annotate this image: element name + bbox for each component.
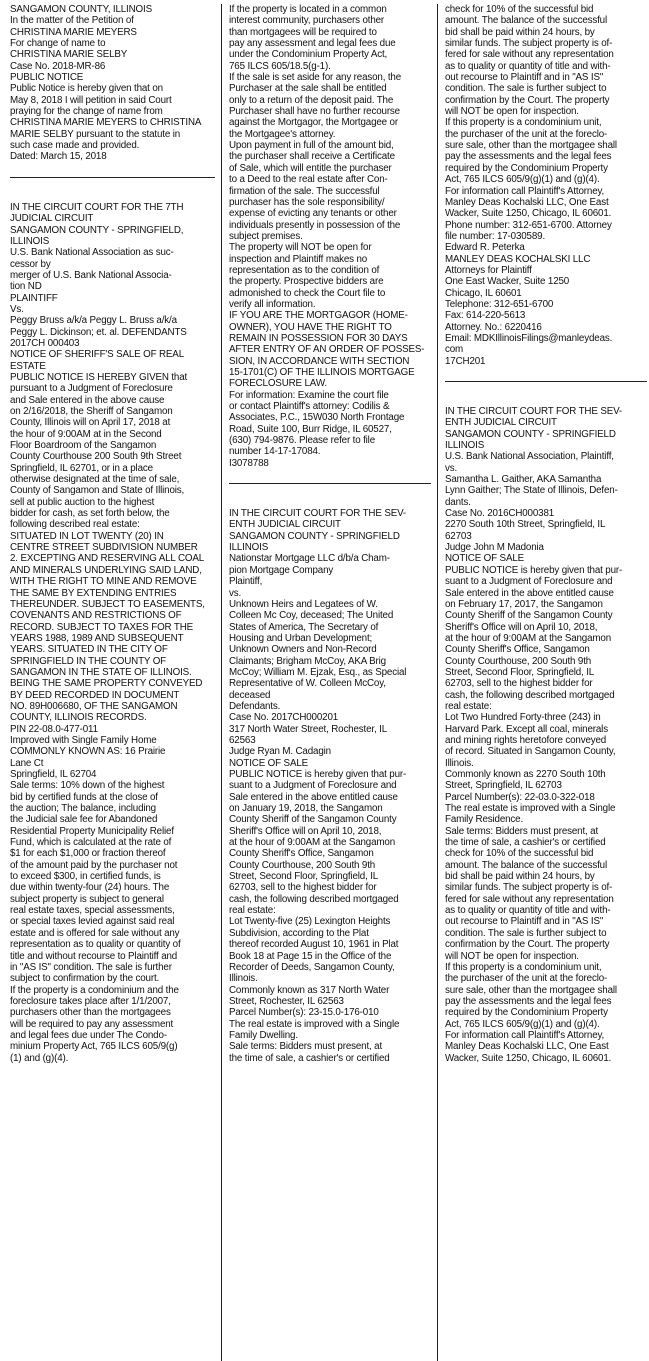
notice-line: BEING THE SAME PROPERTY CONVEYED <box>10 678 203 690</box>
notice-line: (630) 794-9876. Please refer to file <box>229 435 375 447</box>
notice-line: U.S. Bank National Association, Plaintiff, <box>445 451 614 463</box>
notice-line: individuals presently in possession of the <box>229 219 401 231</box>
notice-line: admonished to check the Court file to <box>229 287 386 299</box>
notice-line: subject premises. <box>229 230 303 242</box>
notice-line: pursuant to a Judgment of Foreclosure <box>10 383 173 395</box>
notice-line: sure sale, other than the mortgagee shall <box>445 140 617 152</box>
notice-line: 62703, sell to the highest bidder for <box>445 678 593 690</box>
notice-line: cessor by <box>10 258 51 270</box>
notice-line: expense of evicting any tenants or other <box>229 208 397 220</box>
notice-line: the purchaser of the unit at the foreclo- <box>445 128 608 140</box>
notice-line: CHRISTINA MARIE MEYERS to CHRISTINA <box>10 117 202 129</box>
notice-line: merger of U.S. Bank National Associa- <box>10 269 172 281</box>
notice-line: Purchaser at the sale shall be entitled <box>229 83 387 95</box>
notice-line: PUBLIC NOTICE IS HEREBY GIVEN that <box>10 371 188 383</box>
notice-line: SANGAMON COUNTY, ILLINOIS <box>10 4 152 15</box>
notice-line: NOTICE OF SHERIFF'S SALE OF REAL <box>10 349 184 361</box>
notice-line: purchasers other than the mortgagees <box>10 1007 171 1019</box>
notice-line: One East Wacker, Suite 1250 <box>445 276 570 288</box>
notice-line: The real estate is improved with a Single <box>229 1018 400 1030</box>
notice-line: Email: MDKIllinoisFilings@manleydeas. <box>445 332 613 344</box>
notice-line: If this property is a condominium unit, <box>445 961 602 973</box>
notice-line: due within twenty-four (24) hours. The <box>10 882 170 894</box>
notice-line: pay the assessments and the legal fees <box>445 995 612 1007</box>
notice-line: Road, Suite 100, Burr Ridge, IL 60527, <box>229 423 392 435</box>
notice-line: cash, the following described mortgaged <box>445 689 615 701</box>
notice-line: will NOT be open for inspection. <box>445 106 579 118</box>
notice-line: County Sheriff's Office, Sangamon <box>445 644 590 656</box>
notice-line: foreclosure takes place after 1/1/2007, <box>10 995 171 1007</box>
notice-line: COMMONLY KNOWN AS: 16 Prairie <box>10 746 166 758</box>
notice-line: If this property is a condominium unit, <box>445 117 602 129</box>
notice-line: such case made and provided. <box>10 140 140 152</box>
notice-line: Purchaser shall have no further recourse <box>229 106 400 118</box>
notice-line: to exceed $300, in certified funds, is <box>10 871 161 883</box>
notice-line: May 8, 2018 I will petition in said Court <box>10 94 172 106</box>
notice-line: Street, Springfield, IL 62703 <box>445 780 562 792</box>
notice-line: County of Sangamon and State of Illinois, <box>10 485 185 497</box>
notice-line: 2017CH 000403 <box>10 337 80 349</box>
notice-line: Lot Twenty-five (25) Lexington Heights <box>229 916 391 928</box>
notice-line: fered for sale without any representation <box>445 893 614 905</box>
notice-line: IN THE CIRCUIT COURT FOR THE SEV- <box>445 406 623 417</box>
notice-line: praying for the change of name from <box>10 106 163 118</box>
notice-line: vs. <box>445 462 458 474</box>
notice-line: the property. Prospective bidders are <box>229 276 384 288</box>
notice-line: on January 19, 2018, the Sangamon <box>229 803 383 815</box>
notice-line: Chicago, IL 60601 <box>445 287 522 299</box>
notice-line: or special taxes levied against said real <box>10 916 175 928</box>
notice-line: Street, Second Floor, Springfield, IL <box>229 871 379 883</box>
notice-line: Springfield, IL 62704 <box>10 769 97 780</box>
notice-line: as to quality or quantity of title and with- <box>445 60 611 72</box>
notice-line: deceased <box>229 689 271 701</box>
notice-line: number 14-17-17084. <box>229 446 321 458</box>
column-2 <box>221 4 434 1361</box>
notice-line: 2. EXCEPTING AND RESERVING ALL COAL <box>10 553 205 565</box>
notice-line: Wacker, Suite 1250, Chicago, IL 60601. <box>445 1052 612 1064</box>
notice-line: representation as to the condition of <box>229 264 380 276</box>
notice-line: NO. 89H006680, OF THE SANGAMON <box>10 700 178 712</box>
notice-line: otherwise designated at the time of sale, <box>10 474 180 486</box>
notice-line: OWNER), YOU HAVE THE RIGHT TO <box>229 321 392 333</box>
notice-line: Upon payment in full of the amount bid, <box>229 140 394 152</box>
notice-line: Commonly known as 317 North Water <box>229 984 390 996</box>
notice-line: YEARS 1988, 1989 AND SUBSEQUENT <box>10 632 184 644</box>
legal-notice <box>229 508 431 1064</box>
notice-line: U.S. Bank National Association as suc- <box>10 247 174 259</box>
notice-divider <box>229 483 431 484</box>
notice-line: bid shall be paid within 24 hours, by <box>445 871 595 883</box>
notice-line: For information: Examine the court file <box>229 389 389 401</box>
notice-line: Act, 765 ILCS 605/9(g)(1) and (g)(4). <box>445 1018 600 1030</box>
notice-line: vs. <box>229 587 242 599</box>
notice-line: (1) and (g)(4). <box>10 1052 69 1064</box>
notice-line: THEREUNDER. SUBJECT TO EASEMENTS, <box>10 598 205 610</box>
notice-line: CHRISTINA MARIE MEYERS <box>10 26 137 38</box>
notice-line: IN THE CIRCUIT COURT FOR THE 7TH <box>10 201 184 213</box>
column-3 <box>437 4 649 1361</box>
notice-line: PIN 22-08.0-477-011 <box>10 723 98 735</box>
notice-line: Vs. <box>10 303 24 315</box>
notice-line: In the matter of the Petition of <box>10 15 134 27</box>
notice-line: County Courthouse, 200 South 9th <box>229 859 376 871</box>
notice-line: For information call Plaintiff's Attorney, <box>445 1029 605 1041</box>
notice-line: bidder for cash, as set forth below, the <box>10 508 170 520</box>
notice-line: SANGAMON COUNTY - SPRINGFIELD, <box>10 224 184 236</box>
notice-line: Unknown Owners and Non-Record <box>229 644 377 656</box>
notice-line: Book 18 at Page 15 in the Office of the <box>229 950 392 962</box>
legal-notice <box>10 4 215 163</box>
notice-line: ENTH JUDICIAL CIRCUIT <box>445 417 557 429</box>
notice-line: ESTATE <box>10 360 46 372</box>
notice-line: firmation of the sale. The successful <box>229 185 380 197</box>
notice-line: County Sheriff of the Sangamon County <box>445 610 613 622</box>
notice-line: Lane Ct <box>10 757 44 769</box>
notice-line: will NOT be open for inspection. <box>445 950 579 962</box>
column-1 <box>7 4 218 1361</box>
notice-line: Sheriff's Office will on April 10, 2018, <box>229 825 382 837</box>
notice-line: title and without recourse to Plaintiff and <box>10 950 178 962</box>
notice-line: to a Deed to the real estate after Con- <box>229 174 388 186</box>
notice-line: Floor Boardroom of the Sangamon <box>10 440 157 452</box>
notice-line: sell at public auction to the highest <box>10 496 155 508</box>
notice-line: Harvard Park. Except all coal, minerals <box>445 723 608 735</box>
notice-line: Associates, P.C., 15W030 North Frontage <box>229 412 405 424</box>
notice-line: of record. Situated in Sangamon County, <box>445 746 616 758</box>
notice-line: 17CH201 <box>445 355 486 367</box>
notice-line: amount. The balance of the successful <box>445 15 608 27</box>
notice-line: ILLINOIS <box>10 235 50 247</box>
notice-line: COUNTY, ILLINOIS RECORDS. <box>10 712 147 724</box>
notice-line: only to a return of the deposit paid. The <box>229 94 394 106</box>
notice-line: Public Notice is hereby given that on <box>10 83 163 95</box>
notice-line: at the hour of 9:00AM at the Sangamon <box>229 837 396 849</box>
notice-line: THE SAME BY EXTENDING ENTRIES <box>10 587 177 599</box>
notice-line: PLAINTIFF <box>10 292 58 304</box>
notice-line: ILLINOIS <box>229 542 269 554</box>
notice-line: For change of name to <box>10 38 106 50</box>
notice-line: PUBLIC NOTICE is hereby given that pur- <box>229 769 407 780</box>
notice-line: condition. The sale is further subject to <box>445 83 607 95</box>
notice-line: confirmation by the Court. The property <box>445 94 610 106</box>
notice-line: Case No. 2018-MR-86 <box>10 60 106 72</box>
notice-line: Sale entered in the above entitled cause <box>445 587 614 599</box>
notice-line: Lot Two Hundred Forty-three (243) in <box>445 712 601 724</box>
notice-line: in "AS IS" condition. The sale is further <box>10 961 172 973</box>
notice-line: Sale terms: Bidders must present, at <box>229 1041 383 1053</box>
notice-line: Street, Second Floor, Springfield, IL <box>445 666 595 678</box>
notice-line: Manley Deas Kochalski LLC, One East <box>445 196 609 208</box>
legal-notice <box>445 4 647 367</box>
notice-line: Residential Property Municipality Relief <box>10 825 174 837</box>
notice-line: check for 10% of the successful bid <box>445 4 594 15</box>
notice-line: of the amount paid by the purchaser not <box>10 859 178 871</box>
notice-line: Attorney. No.: 6220416 <box>445 321 542 333</box>
notice-line: tion ND <box>10 281 42 293</box>
notice-line: County Courthouse 200 South 9th Street <box>10 451 182 463</box>
notice-line: Commonly known as 2270 South 10th <box>445 769 606 780</box>
notice-line: required by the Condominium Property <box>445 1007 608 1019</box>
notice-line: minium Property Act, 765 ILCS 605/9(g) <box>10 1041 178 1053</box>
notice-line: estate and is offered for sale without any <box>10 927 180 939</box>
notice-line: purchaser has the sole responsibility/ <box>229 196 385 208</box>
notice-line: required by the Condominium Property <box>445 162 608 174</box>
notice-line: amount. The balance of the successful <box>445 859 608 871</box>
notice-line: of Sale, which will entitle the purchaser <box>229 162 392 174</box>
notice-line: under the Condominium Property Act, <box>229 49 388 61</box>
notice-line: 62563 <box>229 734 256 746</box>
legal-notice <box>445 406 647 1064</box>
notice-line: PUBLIC NOTICE <box>10 72 84 84</box>
notice-line: Colleen Mc Coy, deceased; The United <box>229 610 394 622</box>
notice-line: Edward R. Peterka <box>445 242 525 254</box>
notice-line: suant to a Judgment of Foreclosure and <box>229 780 397 792</box>
notice-line: Sheriff's Office will on April 10, 2018, <box>445 621 598 633</box>
notice-line: the auction; The balance, including <box>10 803 156 815</box>
notice-line: Telephone: 312-651-6700 <box>445 298 554 310</box>
notice-line: Recorder of Deeds, Sangamon County, <box>229 961 395 973</box>
notice-line: AND MINERALS UNDERLYING SAID LAND, <box>10 564 202 576</box>
notice-line: similar funds. The subject property is of- <box>445 38 613 50</box>
notice-line: County Sheriff of the Sangamon County <box>229 814 397 826</box>
notice-line: subject property is subject to general <box>10 893 164 905</box>
notice-line: out recourse to Plaintiff and in "AS IS" <box>445 72 604 84</box>
notice-line: Street, Rochester, IL 62563 <box>229 995 344 1007</box>
notice-line: ENTH JUDICIAL CIRCUIT <box>229 519 341 531</box>
notice-line: YEARS. SITUATED IN THE CITY OF <box>10 644 168 656</box>
notice-line: Representative of W. Colleen McCoy, <box>229 678 386 690</box>
notice-line: County Sheriff's Office, Sangamon <box>229 848 374 860</box>
notice-line: If the sale is set aside for any reason, the <box>229 72 402 84</box>
notice-line: real estate: <box>229 905 276 917</box>
legal-notice <box>10 202 215 1064</box>
notice-line: NOTICE OF SALE <box>445 553 525 565</box>
notice-line: I3078788 <box>229 457 269 469</box>
notice-line: $1 for each $1,000 or fraction thereof <box>10 848 166 860</box>
notice-line: JUDICIAL CIRCUIT <box>10 213 94 225</box>
notice-line: Phone number: 312-651-6700. Attorney <box>445 219 612 231</box>
notice-line: suant to a Judgment of Foreclosure and <box>445 576 613 588</box>
notice-line: pion Mortgage Company <box>229 564 334 576</box>
notice-line: the time of sale, a cashier's or certified <box>229 1052 390 1064</box>
notice-line: RECORD. SUBJECT TO TAXES FOR THE <box>10 621 194 633</box>
notice-line: Wacker, Suite 1250, Chicago, IL 60601. <box>445 208 612 220</box>
notice-line: Subdivision, according to the Plat <box>229 927 369 939</box>
notice-line: Manley Deas Kochalski LLC, One East <box>445 1041 609 1053</box>
notice-line: For information call Plaintiff's Attorney, <box>445 185 605 197</box>
notice-line: condition. The sale is further subject to <box>445 927 607 939</box>
notice-line: and Sale entered in the above cause <box>10 394 165 406</box>
notice-line: Improved with Single Family Home <box>10 734 157 746</box>
notice-line: than mortgagees will be required to <box>229 26 377 38</box>
notice-line: Family Dwelling. <box>229 1029 298 1041</box>
notice-line: SANGAMON COUNTY - SPRINGFIELD <box>229 530 400 542</box>
notice-line: the Mortgagee's attorney. <box>229 128 336 140</box>
notice-line: Act, 765 ILCS 605/9(g)(1) and (g)(4). <box>445 174 600 186</box>
notice-line: Fund, which is calculated at the rate of <box>10 837 172 849</box>
notice-line: as to quality or quantity of title and with- <box>445 905 611 917</box>
notice-line: Judge Ryan M. Cadagin <box>229 746 331 758</box>
notice-line: PUBLIC NOTICE is hereby given that pur- <box>445 564 623 576</box>
notice-divider <box>445 381 647 382</box>
notice-line: Housing and Urban Development; <box>229 632 373 644</box>
notice-line: SANGAMON COUNTY - SPRINGFIELD <box>445 428 616 440</box>
notice-line: will be required to pay any assessment <box>10 1018 174 1030</box>
notice-line: bid shall be paid within 24 hours, by <box>445 26 595 38</box>
notice-line: the purchaser of the unit at the foreclo- <box>445 973 608 985</box>
notice-line: Parcel Number(s): 22-03.0-322-018 <box>445 791 595 803</box>
notice-line: States of America, The Secretary of <box>229 621 379 633</box>
notice-line: cash, the following described mortgaged <box>229 893 399 905</box>
notice-line: CENTRE STREET SUBDIVISION NUMBER <box>10 542 198 554</box>
notice-line: confirmation by the Court. The property <box>445 939 610 951</box>
notice-line: SPRINGFIELD IN THE COUNTY OF <box>10 655 167 667</box>
notice-line: Nationstar Mortgage LLC d/b/a Cham- <box>229 553 390 565</box>
notice-line: subject to confirmation by the court. <box>10 973 160 985</box>
notice-line: REMAIN IN POSSESSION FOR 30 DAYS <box>229 332 408 344</box>
notice-line: com <box>445 344 464 356</box>
notice-line: representation as to quality or quantity of <box>10 939 181 951</box>
notice-line: Samantha L. Gaither, AKA Samantha <box>445 474 602 486</box>
notice-line: interest community, purchasers other <box>229 15 385 27</box>
notice-line: 62703, sell to the highest bidder for <box>229 882 377 894</box>
notice-line: the purchaser shall receive a Certificate <box>229 151 395 163</box>
notice-line: following described real estate: <box>10 519 140 531</box>
notice-line: AFTER ENTRY OF AN ORDER OF POSSES- <box>229 344 425 356</box>
notice-line: 15-1701(C) OF THE ILLINOIS MORTGAGE <box>229 367 415 378</box>
notice-line: Case No. 2016CH000381 <box>445 508 555 520</box>
notice-line: 765 ILCS 605/18.5(g-1). <box>229 60 331 72</box>
notice-line: ILLINOIS <box>445 440 485 452</box>
notice-line: Peggy Bruss a/k/a Peggy L. Bruss a/k/a <box>10 315 177 327</box>
notice-line: Peggy L. Dickinson; et. al. DEFENDANTS <box>10 326 187 338</box>
notice-line: Family Residence. <box>445 814 524 826</box>
notice-line: County Courthouse, 200 South 9th <box>445 655 592 667</box>
notice-line: file number: 17-030589. <box>445 230 546 242</box>
notice-line: the time of sale, a cashier's or certified <box>445 837 606 849</box>
notice-line: check for 10% of the successful bid <box>445 848 594 860</box>
notice-line: Illinois. <box>229 973 258 985</box>
notice-line: pay the assessments and the legal fees <box>445 151 612 163</box>
notice-line: Unknown Heirs and Legatees of W. <box>229 598 378 610</box>
notice-line: and legal fees due under The Condo- <box>10 1029 167 1041</box>
notice-line: SION, IN ACCORDANCE WITH SECTION <box>229 355 410 367</box>
notice-line: real estate taxes, special assessments, <box>10 905 175 917</box>
notice-divider <box>10 177 215 178</box>
notice-line: Illinois. <box>445 757 474 769</box>
notice-line: MARIE SELBY pursuant to the statute in <box>10 128 181 140</box>
notice-line: on February 17, 2017, the Sangamon <box>445 598 603 610</box>
notice-line: Sale terms: Bidders must present, at <box>445 825 599 837</box>
notice-line: real estate: <box>445 700 492 712</box>
notice-line: Attorneys for Plaintiff <box>445 264 532 276</box>
notice-line: Lynn Gaither; The State of Illinois, Defen- <box>445 485 618 497</box>
notice-line: McCoy; William M. Ejzak, Esq., as Special <box>229 666 407 678</box>
notice-line: Case No. 2017CH000201 <box>229 712 339 724</box>
notice-line: verify all information. <box>229 298 316 310</box>
notice-line: fered for sale without any representation <box>445 49 614 61</box>
notice-line: NOTICE OF SALE <box>229 757 309 769</box>
legal-notice <box>229 4 431 469</box>
notice-line: Springfield, IL 62701, or in a place <box>10 462 153 474</box>
notice-line: SANGAMON IN THE STATE OF ILLINOIS. <box>10 666 192 678</box>
notice-line: SITUATED IN LOT TWENTY (20) IN <box>10 530 164 542</box>
notice-line: or contact Plaintiff's attorney: Codilis & <box>229 401 390 413</box>
notice-line: 62703 <box>445 530 472 542</box>
notice-line: Sale terms: 10% down of the highest <box>10 780 165 792</box>
notice-line: WITH THE RIGHT TO MINE AND REMOVE <box>10 576 197 588</box>
notice-line: Judge John M Madonia <box>445 542 544 554</box>
notice-line: MANLEY DEAS KOCHALSKI LLC <box>445 253 591 265</box>
notice-line: Dated: March 15, 2018 <box>10 151 107 163</box>
notice-line: out recourse to Plaintiff and in "AS IS" <box>445 916 604 928</box>
notice-line: FORECLOSURE LAW. <box>229 378 327 390</box>
notice-line: Fax: 614-220-5613 <box>445 310 526 322</box>
notice-line: thereof recorded August 10, 1961 in Plat <box>229 939 399 951</box>
notice-line: pay any assessment and legal fees due <box>229 38 396 50</box>
notice-line: similar funds. The subject property is of- <box>445 882 613 894</box>
notice-line: Defendants. <box>229 700 281 712</box>
notice-line: BY DEED RECORDED IN DOCUMENT <box>10 689 180 701</box>
notice-line: The real estate is improved with a Single <box>445 803 616 815</box>
notice-line: 2270 South 10th Street, Springfield, IL <box>445 519 606 531</box>
notice-line: dants. <box>445 496 471 508</box>
notice-line: sure sale, other than the mortgagee shall <box>445 984 617 996</box>
notice-line: Plaintiff, <box>229 576 263 588</box>
notice-line: Parcel Number(s): 23-15.0-176-010 <box>229 1007 379 1019</box>
notice-line: and mining rights heretofore conveyed <box>445 734 607 746</box>
notice-line: IF YOU ARE THE MORTGAGOR (HOME- <box>229 310 408 322</box>
notice-line: inspection and Plaintiff makes no <box>229 253 368 265</box>
notice-line: on 2/16/2018, the Sheriff of Sangamon <box>10 406 173 417</box>
notice-line: Claimants; Brigham McCoy, AKA Brig <box>229 655 386 667</box>
notice-line: the hour of 9:00AM at in the Second <box>10 428 162 440</box>
notice-line: Sale entered in the above entitled cause <box>229 791 398 803</box>
notice-line: If the property is located in a common <box>229 4 387 15</box>
notice-line: County, Illinois will on April 17, 2018 at <box>10 417 171 429</box>
notice-line: If the property is a condominium and the <box>10 984 179 996</box>
notice-line: COVENANTS AND RESTRICTIONS OF <box>10 610 182 622</box>
notice-line: IN THE CIRCUIT COURT FOR THE SEV- <box>229 508 407 520</box>
notice-line: The property will NOT be open for <box>229 242 372 254</box>
notice-line: against the Mortgagor, the Mortgagee or <box>229 117 398 129</box>
notice-line: 317 North Water Street, Rochester, IL <box>229 723 387 735</box>
notice-line: bid by certified funds at the close of <box>10 791 158 803</box>
notice-line: at the hour of 9:00AM at the Sangamon <box>445 632 612 644</box>
notice-line: CHRISTINA MARIE SELBY <box>10 49 128 61</box>
notice-line: the Judicial sale fee for Abandoned <box>10 814 158 826</box>
